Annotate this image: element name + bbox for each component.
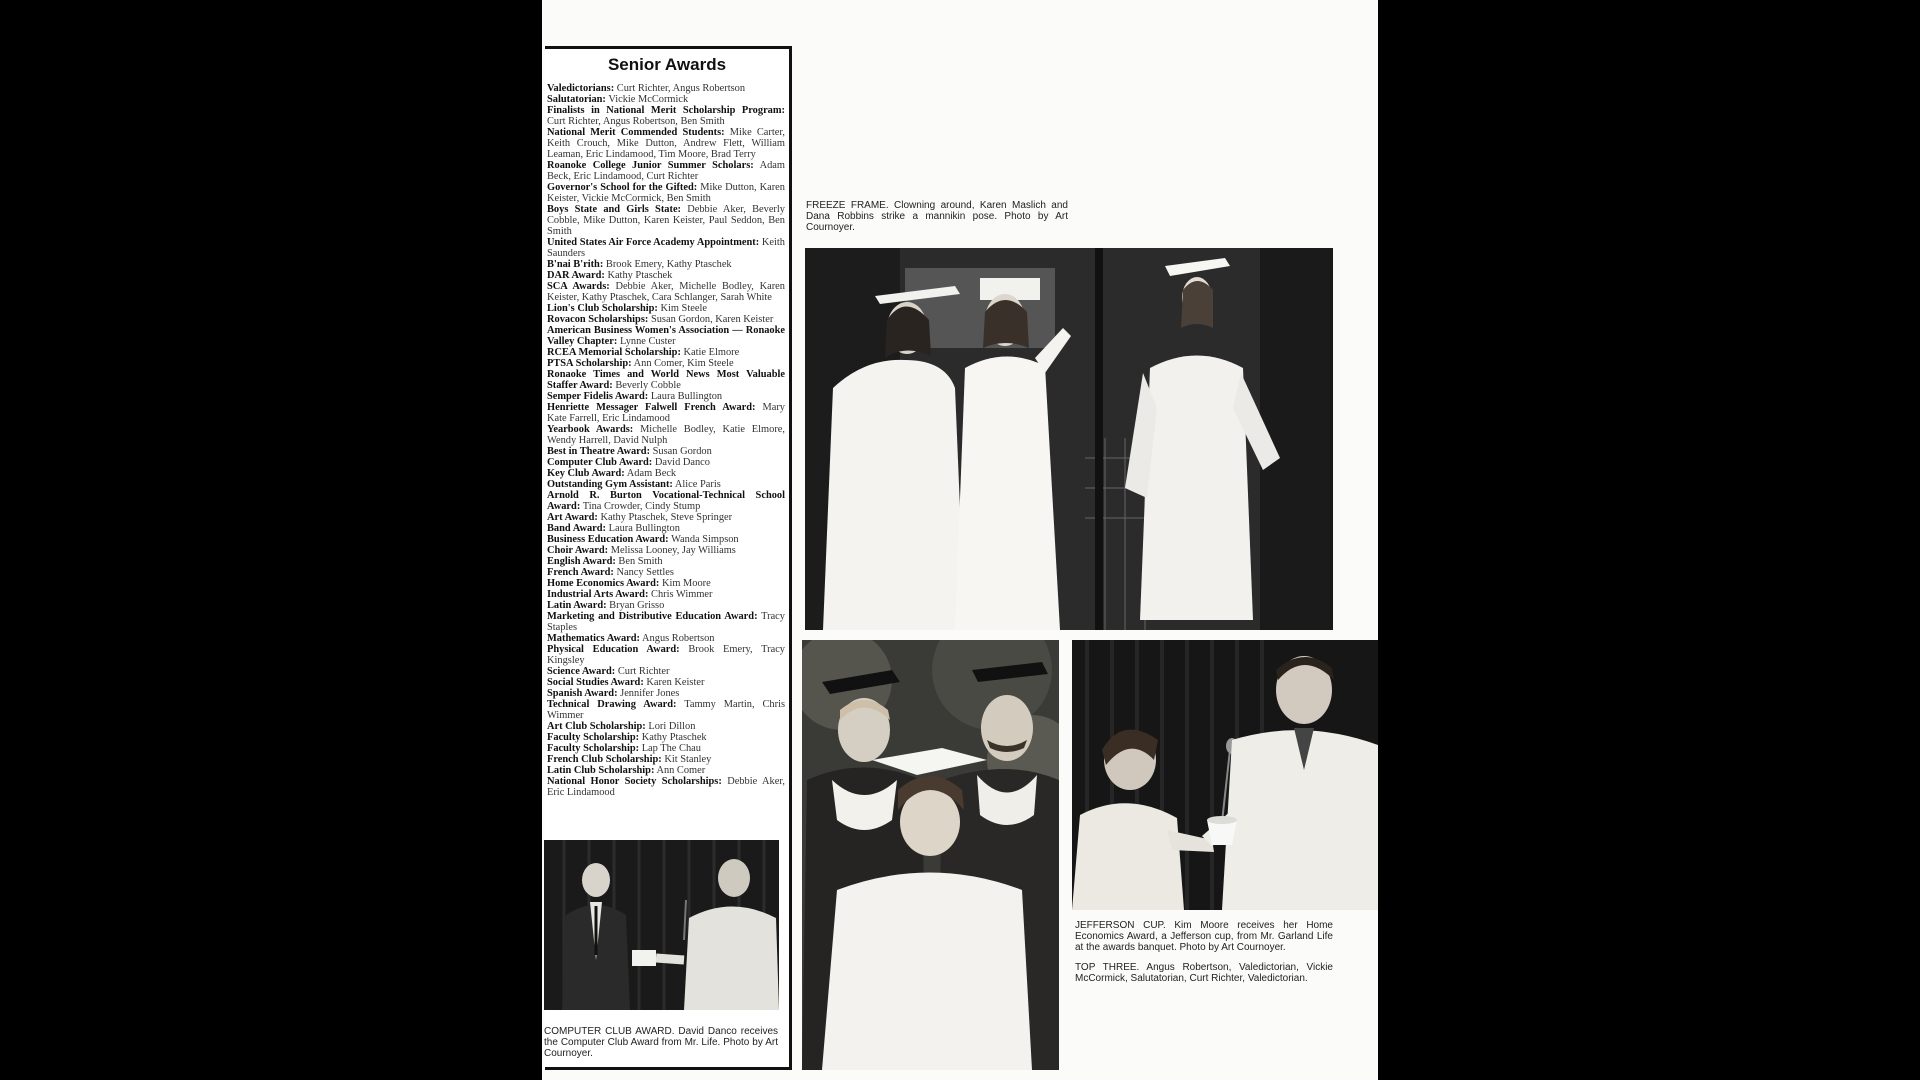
award-entry — [547, 743, 785, 754]
award-entry — [547, 556, 785, 567]
award-name: Key Club Award: — [547, 468, 625, 479]
award-name: Salutatorian: — [547, 94, 606, 105]
award-name: DAR Award: — [547, 270, 605, 281]
award-name: Choir Award: — [547, 545, 609, 556]
award-entry — [547, 281, 785, 303]
award-entry — [547, 732, 785, 743]
award-entry — [547, 490, 785, 512]
award-name: National Honor Society Scholarships: — [547, 776, 722, 787]
award-entry — [547, 270, 785, 281]
award-recipients: Lori Dillon — [648, 721, 696, 732]
computer-club-photo — [544, 840, 779, 1010]
award-entry — [547, 600, 785, 611]
award-name: Faculty Scholarship: — [547, 732, 640, 743]
award-recipients: Kathy Ptaschek, Steve Springer — [600, 512, 733, 523]
jefferson-cup-photo — [1072, 640, 1378, 910]
award-recipients: Debbie Aker, Michelle Bodley, Karen Keister, Kathy Ptaschek, Cara Schlanger, Sarah White — [547, 281, 785, 303]
award-name: Faculty Scholarship: — [547, 743, 640, 754]
award-recipients: Brook Emery, Kathy Ptaschek — [605, 259, 732, 270]
award-entry — [547, 688, 785, 699]
award-entry — [547, 358, 785, 369]
award-recipients: Susan Gordon — [652, 446, 712, 457]
award-entry — [547, 545, 785, 556]
freeze-frame-caption: FREEZE FRAME. Clowning around, Karen Maslich and Dana Robbins strike a mannikin pose. Photo by Art Cournoyer. — [806, 200, 1068, 233]
award-name: Computer Club Award: — [547, 457, 653, 468]
award-name: English Award: — [547, 556, 616, 567]
award-entry — [547, 512, 785, 523]
award-entry — [547, 468, 785, 479]
award-entry — [547, 325, 785, 347]
award-recipients: Nancy Settles — [616, 567, 674, 578]
award-name: Mathematics Award: — [547, 633, 641, 644]
award-entry — [547, 523, 785, 534]
award-entry — [547, 182, 785, 204]
award-entry — [547, 83, 785, 94]
award-recipients: Tracy Staples — [547, 611, 785, 633]
award-name: Spanish Award: — [547, 688, 618, 699]
award-entry — [547, 105, 785, 127]
award-name: SCA Awards: — [547, 281, 610, 292]
award-recipients: Kathy Ptaschek — [641, 732, 707, 743]
award-entry — [547, 369, 785, 391]
award-entry — [547, 402, 785, 424]
freeze-frame-photo — [805, 248, 1333, 630]
award-name: Science Award: — [547, 666, 616, 677]
award-entry — [547, 237, 785, 259]
award-entry — [547, 127, 785, 160]
award-name: Outstanding Gym Assistant: — [547, 479, 673, 490]
yearbook-page — [542, 0, 1378, 1080]
jefferson-cup-caption: JEFFERSON CUP. Kim Moore receives her Home Economics Award, a Jefferson cup, from Mr. Garland Life at the awards banquet. Photo by Art Cournoyer. — [1075, 920, 1333, 953]
award-entry — [547, 446, 785, 457]
award-entry — [547, 666, 785, 677]
award-recipients: Karen Keister — [646, 677, 705, 688]
award-name: Boys State and Girls State: — [547, 204, 682, 215]
award-recipients: Debbie Aker, Eric Lindamood — [547, 776, 785, 798]
award-name: American Business Women's Association — Ronaoke Valley Chapter: — [547, 325, 785, 347]
award-recipients: Angus Robertson — [642, 633, 715, 644]
award-name: B'nai B'rith: — [547, 259, 604, 270]
award-entry — [547, 699, 785, 721]
award-entry — [547, 204, 785, 237]
award-name: Arnold R. Burton Vocational-Technical School Award: — [547, 490, 785, 512]
award-name: Technical Drawing Award: — [547, 699, 677, 710]
award-name: National Merit Commended Students: — [547, 127, 725, 138]
award-recipients: Adam Beck — [626, 468, 677, 479]
award-recipients: Wanda Simpson — [671, 534, 739, 545]
award-name: Yearbook Awards: — [547, 424, 634, 435]
award-recipients: Vickie McCormick — [608, 94, 689, 105]
award-name: Latin Club Scholarship: — [547, 765, 655, 776]
award-name: Business Education Award: — [547, 534, 669, 545]
award-recipients: Lynne Custer — [619, 336, 676, 347]
award-entry — [547, 534, 785, 545]
award-name: Physical Education Award: — [547, 644, 680, 655]
award-recipients: Curt Richter — [617, 666, 670, 677]
award-name: Henriette Messager Falwell French Award: — [547, 402, 756, 413]
award-name: Industrial Arts Award: — [547, 589, 649, 600]
award-recipients: Alice Paris — [674, 479, 721, 490]
award-recipients: Michelle Bodley, Katie Elmore, Wendy Harrell, David Nulph — [547, 424, 785, 446]
award-recipients: Ben Smith — [618, 556, 663, 567]
award-entry — [547, 424, 785, 446]
award-recipients: Laura Bullington — [650, 391, 723, 402]
award-recipients: Bryan Grisso — [609, 600, 665, 611]
award-entry — [547, 479, 785, 490]
award-recipients: Jennifer Jones — [620, 688, 680, 699]
top-three-caption: TOP THREE. Angus Robertson, Valedictorian, Vickie McCormick, Salutatorian, Curt Richter, Valedictorian. — [1075, 962, 1333, 984]
award-name: Social Studies Award: — [547, 677, 644, 688]
award-recipients: Kim Moore — [661, 578, 711, 589]
award-name: Best in Theatre Award: — [547, 446, 651, 457]
award-name: United States Air Force Academy Appointment: — [547, 237, 760, 248]
award-name: Roanoke College Junior Summer Scholars: — [547, 160, 754, 171]
award-name: Latin Award: — [547, 600, 607, 611]
award-name: Marketing and Distributive Education Award: — [547, 611, 758, 622]
award-entry — [547, 677, 785, 688]
award-entry — [547, 259, 785, 270]
award-entry — [547, 303, 785, 314]
award-recipients: Mike Carter, Keith Crouch, Mike Dutton, Andrew Flett, William Leaman, Eric Lindamood, Tim Moore, Brad Terry — [547, 127, 785, 160]
award-name: Semper Fidelis Award: — [547, 391, 649, 402]
award-name: Ronaoke Times and World News Most Valuable Staffer Award: — [547, 369, 785, 391]
award-name: Art Award: — [547, 512, 598, 523]
award-recipients: Chris Wimmer — [651, 589, 713, 600]
award-entry — [547, 457, 785, 468]
award-recipients: Brook Emery, Tracy Kingsley — [547, 644, 786, 666]
awards-list — [545, 83, 789, 798]
award-recipients: Debbie Aker, Beverly Cobble, Mike Dutton, Karen Keister, Paul Seddon, Ben Smith — [547, 204, 785, 237]
award-recipients: Kathy Ptaschek — [607, 270, 673, 281]
award-entry — [547, 160, 785, 182]
award-recipients: Ann Comer — [656, 765, 706, 776]
award-recipients: Laura Bullington — [608, 523, 680, 534]
award-recipients: Keith Saunders — [547, 237, 785, 259]
award-recipients: Curt Richter, Angus Robertson, Ben Smith — [547, 116, 725, 127]
award-recipients: Mary Kate Farrell, Eric Lindamood — [547, 402, 785, 424]
award-entry — [547, 347, 785, 358]
award-recipients: Tammy Martin, Chris Wimmer — [547, 699, 786, 721]
computer-club-caption: COMPUTER CLUB AWARD. David Danco receives the Computer Club Award from Mr. Life. Photo by Art Cournoyer. — [544, 1026, 778, 1059]
top-three-photo — [802, 640, 1059, 1070]
award-entry — [547, 721, 785, 732]
award-entry — [547, 776, 785, 798]
award-recipients: Lap The Chau — [641, 743, 701, 754]
award-name: Valedictorians: — [547, 83, 615, 94]
award-recipients: Melissa Looney, Jay Williams — [610, 545, 736, 556]
award-name: Band Award: — [547, 523, 606, 534]
awards-title: Senior Awards — [607, 55, 727, 74]
award-entry — [547, 765, 785, 776]
award-entry — [547, 633, 785, 644]
award-recipients: David Danco — [654, 457, 710, 468]
award-name: PTSA Scholarship: — [547, 358, 632, 369]
award-entry — [547, 314, 785, 325]
award-name: Finalists in National Merit Scholarship Program: — [547, 105, 785, 116]
award-name: Governor's School for the Gifted: — [547, 182, 698, 193]
award-recipients: Ann Comer, Kim Steele — [633, 358, 734, 369]
award-entry — [547, 391, 785, 402]
award-name: French Award: — [547, 567, 614, 578]
award-recipients: Kim Steele — [660, 303, 707, 314]
award-entry — [547, 644, 785, 666]
award-entry — [547, 589, 785, 600]
award-name: Home Economics Award: — [547, 578, 660, 589]
award-entry — [547, 94, 785, 105]
award-name: Rovacon Scholarships: — [547, 314, 649, 325]
award-name: RCEA Memorial Scholarship: — [547, 347, 681, 358]
award-recipients: Tina Crowder, Cindy Stump — [582, 501, 701, 512]
award-recipients: Beverly Cobble — [615, 380, 681, 391]
award-recipients: Adam Beck, Eric Lindamood, Curt Richter — [547, 160, 785, 182]
award-name: French Club Scholarship: — [547, 754, 662, 765]
award-entry — [547, 611, 785, 633]
award-recipients: Katie Elmore — [683, 347, 740, 358]
award-entry — [547, 578, 785, 589]
award-name: Lion's Club Scholarship: — [547, 303, 658, 314]
award-recipients: Curt Richter, Angus Robertson — [616, 83, 746, 94]
award-recipients: Kit Stanley — [664, 754, 712, 765]
award-recipients: Susan Gordon, Karen Keister — [650, 314, 774, 325]
award-recipients: Mike Dutton, Karen Keister, Vickie McCormick, Ben Smith — [547, 182, 785, 204]
award-name: Art Club Scholarship: — [547, 721, 646, 732]
award-entry — [547, 754, 785, 765]
award-entry — [547, 567, 785, 578]
